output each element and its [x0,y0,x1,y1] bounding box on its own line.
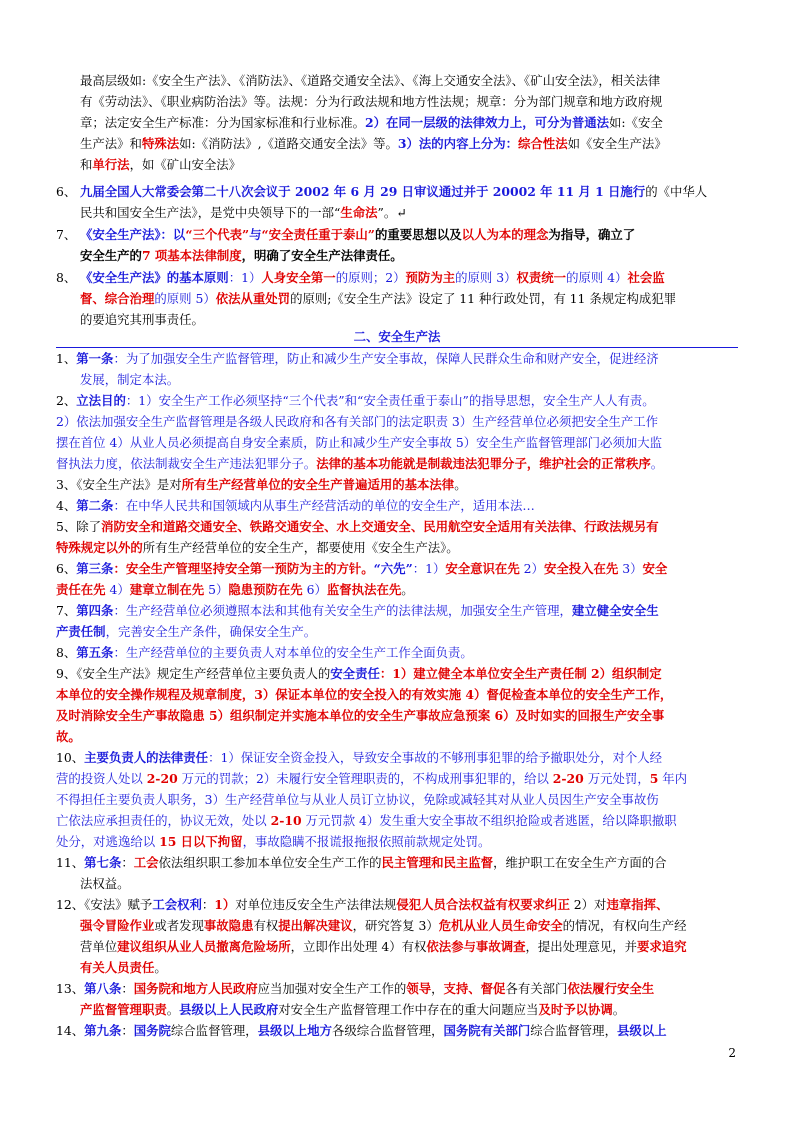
list-item: 8、第五条：生产经营单位的主要负责人对本单位的安全生产工作全面负责。 [56,645,473,660]
list-item: 12、《安法》赋予工会权利：1）对单位违反安全生产法律法规侵犯人员合法权益有权要求纠正 2）对违章指挥、 强令冒险作业或者发现事故隐患有权提出解决建议，研究答复 3）危机从业人员生命安全的情况，有权向生产经 营单位建议组织从业人员撤离危险场所，立即作出处理 4）有权依法参与事故调查，提出处理意见，并要求追究 有关人员责任。 [56,897,687,975]
list-item: 1、第一条：为了加强安全生产监督管理，防止和减少生产安全事故，保障人民群众生命和财产安全，促进经济 发展，制定本法。 [56,351,659,387]
text-line: 最高层级如:《安全生产法》、《消防法》、《道路交通安全法》、《海上交通安全法》、《矿山安全法》，相关法律 [80,73,661,88]
list-item: 7、第四条：生产经营单位必须遵照本法和其他有关安全生产的法律法规，加强安全生产管理，建立健全安全生 产责任制，完善安全生产条件，确保安全生产。 [56,603,659,639]
list-item: 6、第三条：安全生产管理坚持安全第一预防为主的方针。“六先”：1）安全意识在先 2）安全投入在先 3）安全 责任在先 4）建章立制在先 5）隐患预防在先 6）监督执法在先。 [56,561,668,597]
list-item: 2、立法目的：1）安全生产工作必须坚持“三个代表”和“安全责任重于泰山”的指导思想，安全生产人人有责。 2）依法加强安全生产监督管理是各级人民政府和各有关部门的法定职责 3）生产经营单位必须把安全生产工作 摆在首位 4）从业人员必须提高自身安全素质，防止和减少生产安全事故 5）安全生产监督管理部门必须加大监 督执法力度，依法制裁安全生产违法犯罪分子。法律的基本功能就是制裁违法犯罪分子，维护社会的正常秩序。 [56,393,664,471]
list-item: 13、第八条：国务院和地方人民政府应当加强对安全生产工作的领导，支持、督促各有关部门依法履行安全生 产监督管理职责。县级以上人民政府对安全生产监督管理工作中存在的重大问题应当及时予以协调。 [56,981,655,1017]
list-item: 14、第九条：国务院综合监督管理，县级以上地方各级综合监督管理，国务院有关部门综合监督管理，县级以上 [56,1023,667,1038]
text-line: 章；法定安全生产标准：分为国家标准和行业标准。2）在同一层级的法律效力上，可分为普通法如:《安全 [80,115,663,130]
article-list [56,348,740,1041]
legal-hierarchy-paragraph [80,70,667,175]
list-item: 3、《安全生产法》是对所有生产经营单位的安全生产普遍适用的基本法律。 [56,477,467,492]
list-item: 6、 九届全国人大常委会第二十八次会议于 2002 年 6 月 29 日审议通过并于 20002 年 11 月 1 日施行的《中华人 民共和国安全生产法》，是党中央领导下的一部“生命法”。↵ [56,184,708,220]
section-heading: 二、安全生产法 [353,329,441,344]
list-item: 7、 《安全生产法》：以“三个代表”与“安全责任重于泰山”的重要思想以及以人为本的理念为指导，确立了 安全生产的7 项基本法律制度，明确了安全生产法律责任。 [56,227,636,263]
page-number: 2 [728,1046,736,1060]
list-item: 11、第七条：工会依法组织职工参加本单位安全生产工作的民主管理和民主监督，维护职工在安全生产方面的合 法权益。 [56,855,667,891]
list-item: 5、除了消防安全和道路交通安全、铁路交通安全、水上交通安全、民用航空安全适用有关法律、行政法规另有 特殊规定以外的所有生产经营单位的安全生产，都要使用《安全生产法》。 [56,519,659,555]
text-line: 和单行法，如《矿山安全法》 [80,157,242,172]
list-item: 9、《安全生产法》规定生产经营单位主要负责人的安全责任：1）建立健全本单位安全生产责任制 2）组织制定 本单位的安全操作规程及规章制度，3）保证本单位的安全投入的有效实施 4）督促检查本单位的安全生产工作， 及时消除安全生产事故隐患 5）组织制定并实施本单位的安全生产事故应急预案 6）及时如实的回报生产安全事 故。 [56,666,673,744]
list-item: 8、 《安全生产法》的基本原则：1）人身安全第一的原则；2）预防为主的原则 3）权责统一的原则 4）社会监 督、综合治理的原则 5）依法从重处罚的原则;《安全生产法》设定了 11 种行政处罚，有 11 条规定构成犯罪 的要追究其刑事责任。 [56,270,677,327]
text-line: 有《劳动法》、《职业病防治法》等。法规：分为行政法规和地方性法规；规章：分为部门规章和地方政府规 [80,94,663,109]
text-line: 生产法》和特殊法如:《消防法》,《道路交通安全法》等。3）法的内容上分为：综合性法如《安全生产法》 [80,136,667,151]
list-item: 4、第二条：在中华人民共和国领域内从事生产经营活动的单位的安全生产，适用本法… [56,498,535,513]
list-item: 10、主要负责人的法律责任：1）保证安全资金投入，导致安全事故的不够刑事犯罪的给予撤职处分，对个人经 营的投资人处以 2-20 万元的罚款；2）未履行安全管理职责的，不构成刑事犯罪的，给以 2-20 万元处罚，5 年内 不得担任主要负责人职务，3）生产经营单位与从业人员订立协议，免除或减轻其对从业人员因生产安全事故伤 亡依法应承担责任的，协议无效，处以 2-10 万元罚款 4）发生重大安全事故不组织抢险或者逃匿，给以降职撤职 处分，对逃逸给以 15 日以下拘留，事故隐瞒不报谎报拖报依照前款规定处罚。 [56,750,688,849]
